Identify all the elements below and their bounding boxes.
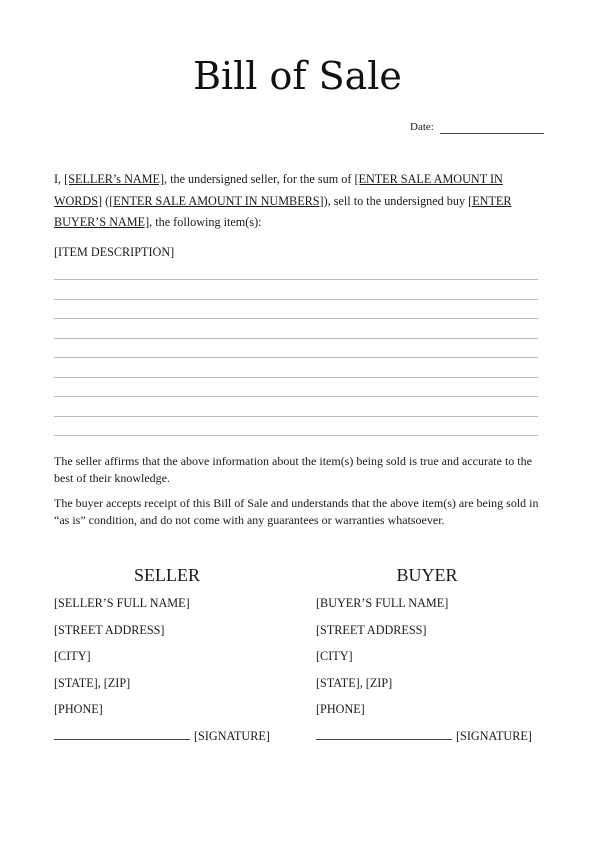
seller-section <box>54 563 284 754</box>
buyer-state-zip[interactable]: [STATE], [ZIP] <box>316 675 393 690</box>
buyer-name-placeholder[interactable]: [ENTER BUYER’S NAME] <box>54 193 512 229</box>
buyer-city[interactable]: [CITY] <box>316 649 353 663</box>
description-line[interactable] <box>54 338 538 339</box>
intro-text-5: , the following item(s): <box>149 215 262 229</box>
intro-text-4: ), sell to the undersigned buy <box>323 193 469 208</box>
seller-phone[interactable]: [PHONE] <box>54 702 103 716</box>
buyer-street-address[interactable]: [STREET ADDRESS] <box>316 622 427 637</box>
seller-street-address[interactable]: [STREET ADDRESS] <box>54 622 165 637</box>
seller-state-zip[interactable]: [STATE], [ZIP] <box>54 675 131 690</box>
description-line[interactable] <box>54 318 538 319</box>
description-line[interactable] <box>54 279 538 280</box>
amount-words-placeholder[interactable]: [ENTER SALE AMOUNT IN WORDS] <box>54 172 503 208</box>
date-label: Date: <box>410 121 434 133</box>
buyer-heading: BUYER <box>396 565 458 585</box>
seller-affirmation: The seller affirms that the above information about the item(s) being sold is true and accurate to the best of their knowledge. <box>54 454 532 485</box>
seller-signature-line[interactable] <box>54 728 190 740</box>
item-description-lines <box>54 279 538 455</box>
description-line[interactable] <box>54 396 538 397</box>
buyer-signature-row <box>316 728 546 744</box>
intro-text-3: ( <box>102 193 110 208</box>
seller-signature-row <box>54 728 284 744</box>
description-line[interactable] <box>54 357 538 358</box>
buyer-acceptance: The buyer accepts receipt of this Bill of Sale and understands that the above item(s) are being sold in “as is” condition, and do not come with any guarantees or warranties whatsoever. <box>54 496 539 527</box>
intro-text-2: , the undersigned seller, for the sum of <box>164 172 355 186</box>
date-row <box>410 120 544 134</box>
date-blank-line[interactable] <box>440 122 544 134</box>
seller-heading: SELLER <box>134 565 200 585</box>
item-description-label[interactable]: [ITEM DESCRIPTION] <box>54 245 175 259</box>
intro-text-1: I, <box>54 172 65 186</box>
seller-signature-label: [SIGNATURE] <box>194 728 270 743</box>
description-line[interactable] <box>54 435 538 436</box>
description-line[interactable] <box>54 299 538 300</box>
seller-city[interactable]: [CITY] <box>54 649 91 663</box>
buyer-phone[interactable]: [PHONE] <box>316 702 365 716</box>
buyer-full-name[interactable]: [BUYER’S FULL NAME] <box>316 596 449 610</box>
description-line[interactable] <box>54 416 538 417</box>
buyer-signature-label: [SIGNATURE] <box>456 728 532 743</box>
description-line[interactable] <box>54 377 538 378</box>
amount-numbers-placeholder[interactable]: [ENTER SALE AMOUNT IN NUMBERS] <box>109 193 324 208</box>
buyer-section <box>316 563 546 754</box>
seller-name-placeholder[interactable]: [SELLER’s NAME] <box>64 172 165 186</box>
document-title: Bill of Sale <box>193 54 402 98</box>
seller-full-name[interactable]: [SELLER’S FULL NAME] <box>54 596 190 610</box>
intro-paragraph <box>54 169 524 234</box>
buyer-signature-line[interactable] <box>316 728 452 740</box>
